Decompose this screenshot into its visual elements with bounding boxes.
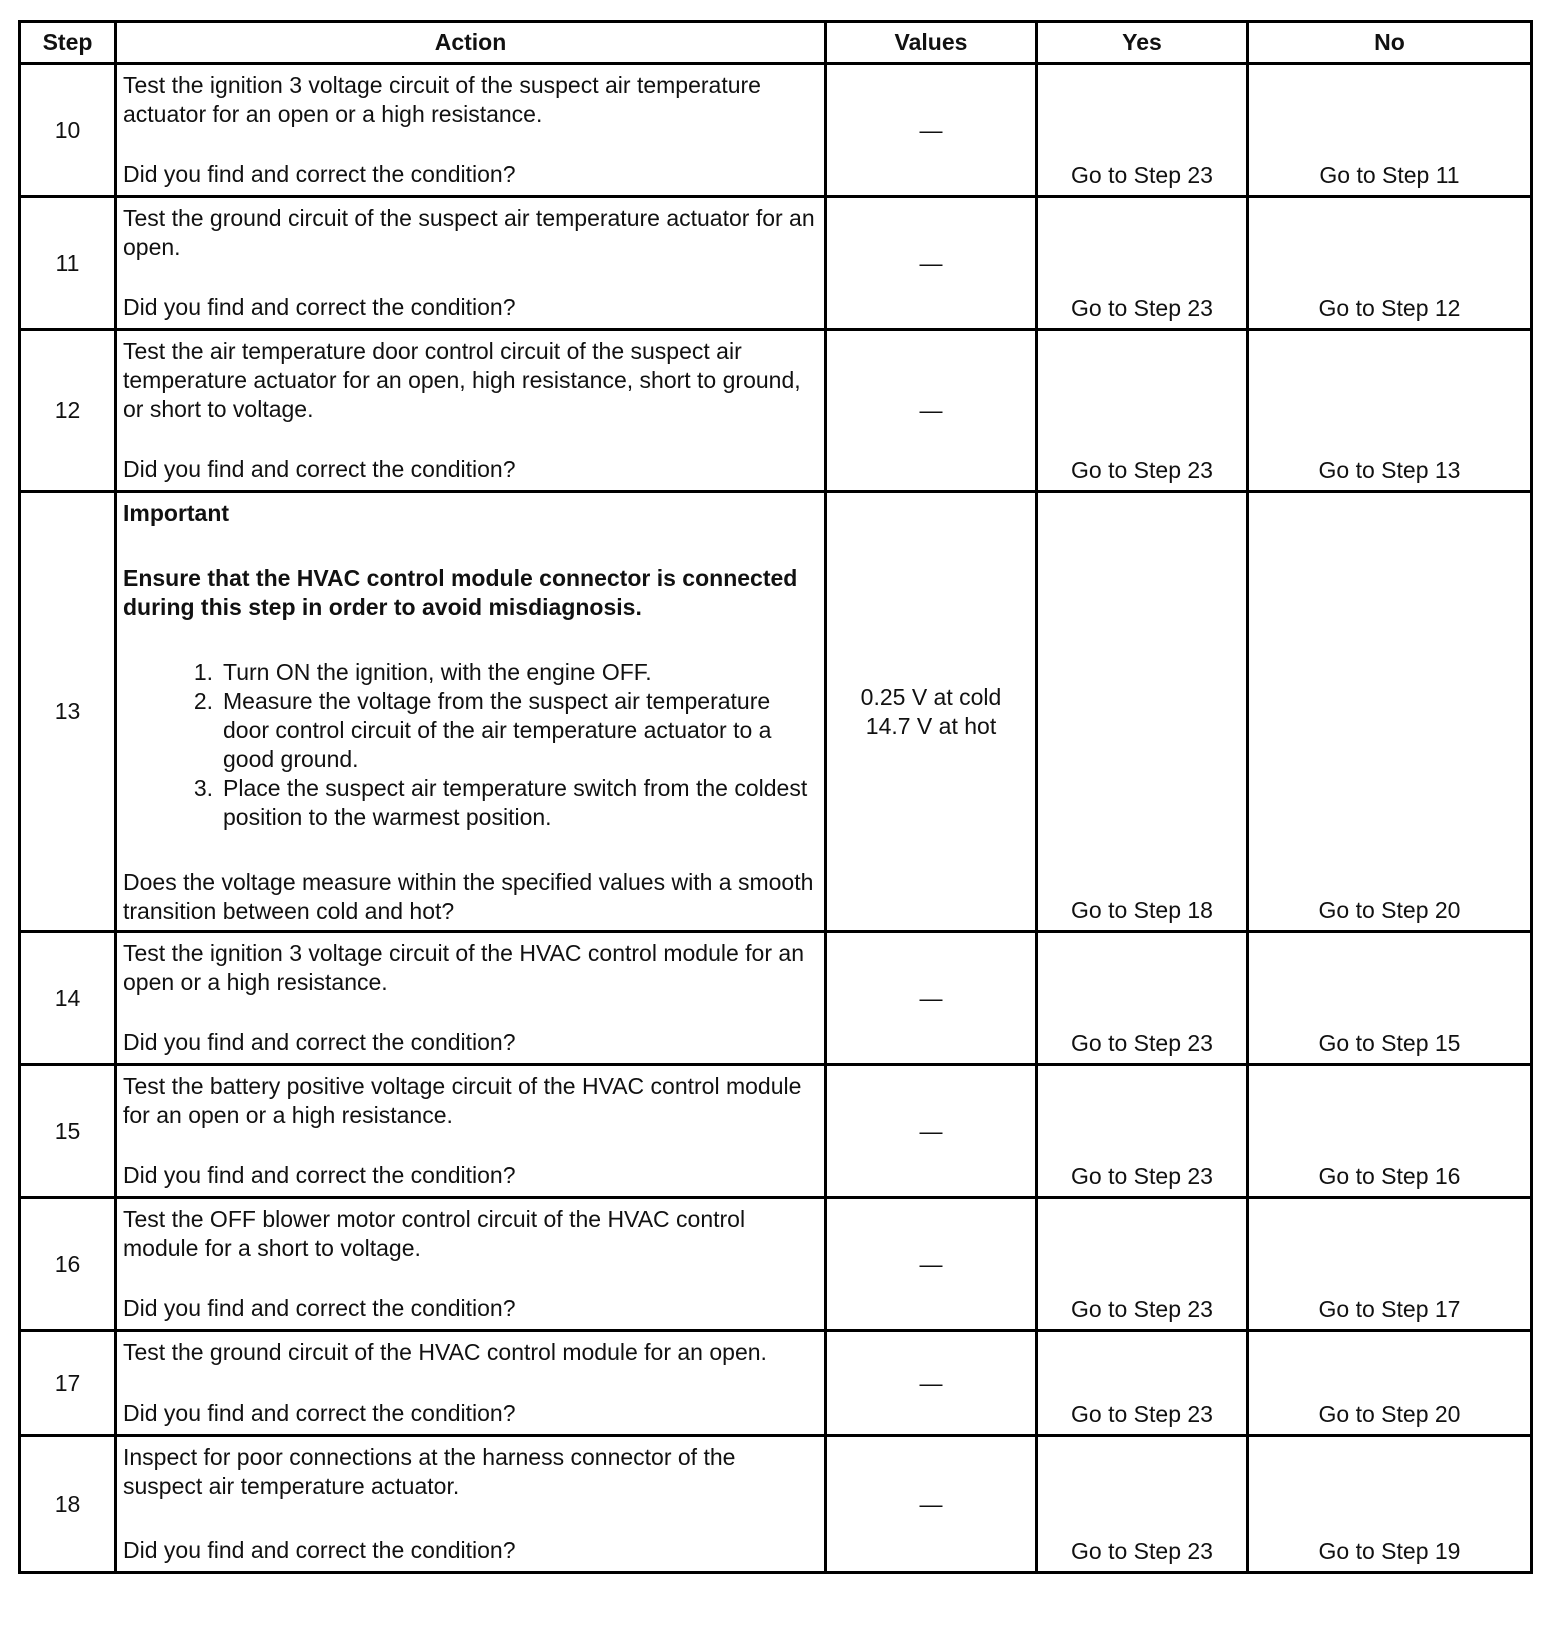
action-text: Test the ground circuit of the HVAC control module for an open. — [123, 1339, 767, 1365]
step-number: 14 — [20, 932, 116, 1065]
important-title: Important — [123, 500, 230, 526]
values-cell: — — [826, 197, 1037, 330]
no-cell: Go to Step 13 — [1248, 330, 1532, 492]
no-cell: Go to Step 19 — [1248, 1436, 1532, 1573]
list-item — [123, 774, 818, 832]
action-cell — [116, 492, 826, 932]
header-step: Step — [20, 22, 116, 64]
substep-text: Place the suspect air temperature switch from the coldest position to the warmest position. — [223, 775, 808, 830]
step-number: 13 — [20, 492, 116, 932]
no-cell: Go to Step 20 — [1248, 492, 1532, 932]
values-cell: — — [826, 1436, 1037, 1573]
step-number: 16 — [20, 1198, 116, 1331]
substep-number: 3. — [193, 775, 213, 801]
diagnostic-table — [18, 20, 1533, 1574]
yes-cell: Go to Step 23 — [1037, 64, 1248, 197]
action-text: Test the ground circuit of the suspect air temperature actuator for an open. — [123, 205, 815, 260]
table-row — [20, 1331, 1532, 1436]
action-question: Did you find and correct the condition? — [123, 1295, 516, 1321]
list-item — [123, 687, 818, 774]
table-row — [20, 1065, 1532, 1198]
action-question: Did you find and correct the condition? — [123, 1537, 516, 1563]
step-number: 10 — [20, 64, 116, 197]
yes-cell: Go to Step 23 — [1037, 1198, 1248, 1331]
substep-text: Turn ON the ignition, with the engine OFF. — [223, 659, 652, 685]
action-text: Test the ignition 3 voltage circuit of the suspect air temperature actuator for an open or a high resistance. — [123, 72, 761, 127]
action-question: Did you find and correct the condition? — [123, 294, 516, 320]
yes-cell: Go to Step 23 — [1037, 1436, 1248, 1573]
values-cell: — — [826, 330, 1037, 492]
action-cell — [116, 197, 826, 330]
substep-number: 2. — [193, 688, 213, 714]
header-yes: Yes — [1037, 22, 1248, 64]
action-cell — [116, 64, 826, 197]
step-number: 18 — [20, 1436, 116, 1573]
action-question: Did you find and correct the condition? — [123, 1400, 516, 1426]
action-cell — [116, 1331, 826, 1436]
action-question: Did you find and correct the condition? — [123, 161, 516, 187]
step-number: 17 — [20, 1331, 116, 1436]
yes-cell: Go to Step 23 — [1037, 330, 1248, 492]
action-text: Test the battery positive voltage circuit of the HVAC control module for an open or a high resistance. — [123, 1073, 802, 1128]
no-cell: Go to Step 17 — [1248, 1198, 1532, 1331]
table-row — [20, 330, 1532, 492]
action-cell — [116, 1065, 826, 1198]
header-no: No — [1248, 22, 1532, 64]
table-row — [20, 932, 1532, 1065]
header-values: Values — [826, 22, 1037, 64]
table-header-row — [20, 22, 1532, 64]
action-question: Did you find and correct the condition? — [123, 1029, 516, 1055]
yes-cell: Go to Step 23 — [1037, 932, 1248, 1065]
values-cell: — — [826, 1065, 1037, 1198]
value-hot: 14.7 V at hot — [865, 712, 997, 739]
action-question: Did you find and correct the condition? — [123, 456, 516, 482]
table-row — [20, 1198, 1532, 1331]
yes-cell: Go to Step 23 — [1037, 197, 1248, 330]
value-cold: 0.25 V at cold — [860, 683, 1002, 710]
table-row — [20, 492, 1532, 932]
values-cell — [826, 492, 1037, 932]
action-text: Test the ignition 3 voltage circuit of the HVAC control module for an open or a high resistance. — [123, 940, 804, 995]
list-item — [123, 658, 818, 687]
action-cell — [116, 932, 826, 1065]
table-row — [20, 64, 1532, 197]
substep-text: Measure the voltage from the suspect air temperature door control circuit of the air temperature actuator to a good ground. — [223, 688, 772, 772]
substep-list — [123, 658, 818, 832]
action-cell — [116, 330, 826, 492]
yes-cell: Go to Step 23 — [1037, 1331, 1248, 1436]
values-cell: — — [826, 932, 1037, 1065]
substep-number: 1. — [193, 659, 213, 685]
action-text: Test the air temperature door control circuit of the suspect air temperature actuator for an open, high resistance, short to ground, or short to voltage. — [123, 338, 801, 422]
header-action: Action — [116, 22, 826, 64]
no-cell: Go to Step 15 — [1248, 932, 1532, 1065]
yes-cell: Go to Step 23 — [1037, 1065, 1248, 1198]
action-text: Inspect for poor connections at the harness connector of the suspect air temperature actuator. — [123, 1444, 736, 1499]
step-number: 12 — [20, 330, 116, 492]
table-row — [20, 1436, 1532, 1573]
values-cell: — — [826, 1331, 1037, 1436]
step-number: 11 — [20, 197, 116, 330]
no-cell: Go to Step 20 — [1248, 1331, 1532, 1436]
step-number: 15 — [20, 1065, 116, 1198]
action-question: Does the voltage measure within the specified values with a smooth transition between cold and hot? — [123, 869, 814, 924]
yes-cell: Go to Step 18 — [1037, 492, 1248, 932]
table-row — [20, 197, 1532, 330]
no-cell: Go to Step 11 — [1248, 64, 1532, 197]
action-cell — [116, 1436, 826, 1573]
action-cell — [116, 1198, 826, 1331]
important-text: Ensure that the HVAC control module connector is connected during this step in order to avoid misdiagnosis. — [123, 565, 798, 620]
values-cell: — — [826, 1198, 1037, 1331]
values-cell: — — [826, 64, 1037, 197]
no-cell: Go to Step 12 — [1248, 197, 1532, 330]
action-text: Test the OFF blower motor control circuit of the HVAC control module for a short to voltage. — [123, 1206, 746, 1261]
diagnostic-table-page — [18, 20, 1530, 1574]
no-cell: Go to Step 16 — [1248, 1065, 1532, 1198]
action-question: Did you find and correct the condition? — [123, 1162, 516, 1188]
